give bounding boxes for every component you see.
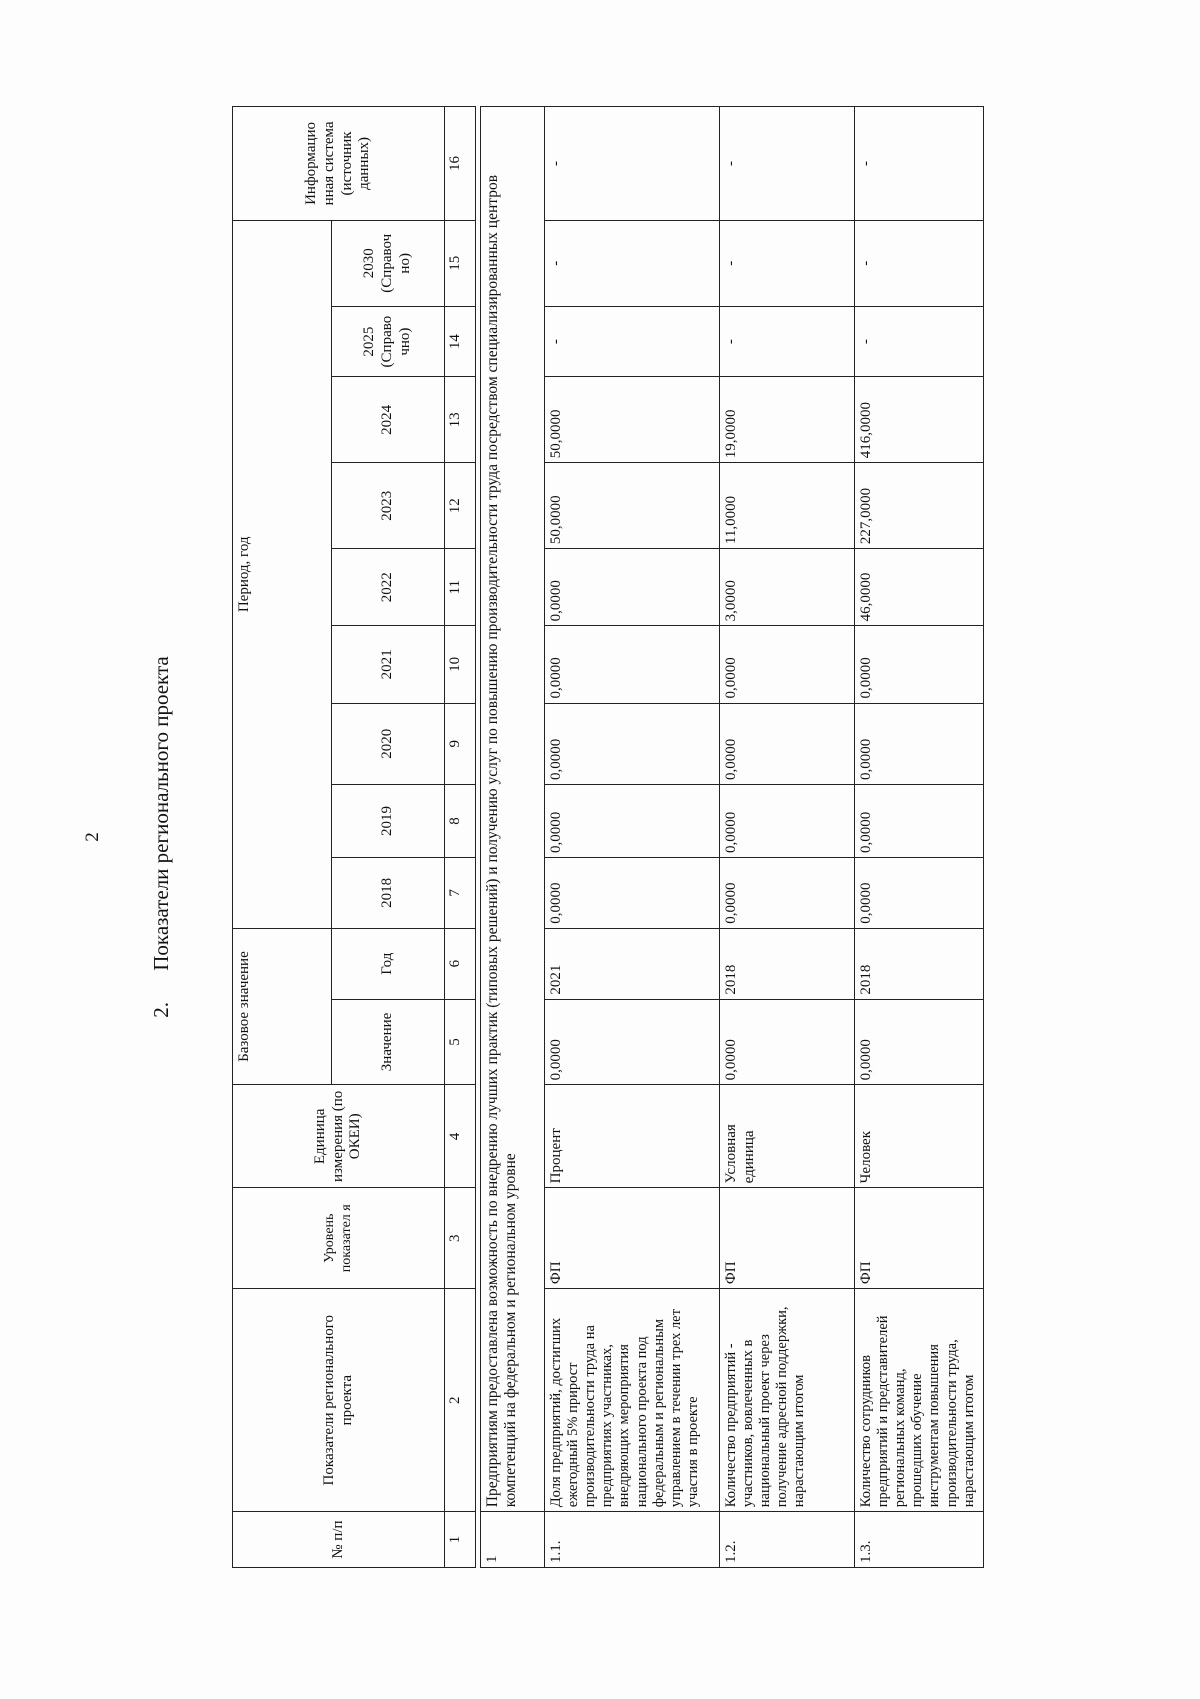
year-value: 3,0000	[720, 549, 855, 626]
page-number: 2	[82, 832, 103, 842]
row-number: 1.2.	[720, 1512, 855, 1568]
header-year: 2030 (Справоч но)	[332, 220, 445, 306]
header-level: Уровень показател я	[233, 1188, 445, 1289]
column-number: 13	[445, 377, 476, 463]
year-value: 0,0000	[855, 785, 984, 858]
indicator-level: ФП	[545, 1188, 720, 1289]
indicator-unit: Условная единица	[720, 1085, 855, 1188]
year-value: 19,0000	[720, 377, 855, 463]
table-row	[720, 107, 855, 1568]
base-value: 0,0000	[855, 999, 984, 1085]
rotated-sheet	[82, 106, 1060, 1568]
column-number: 7	[445, 857, 476, 928]
goal-number: 1	[481, 1512, 545, 1568]
column-number: 6	[445, 928, 476, 999]
base-year: 2021	[545, 928, 720, 999]
table-row	[545, 107, 720, 1568]
year-value: 0,0000	[720, 703, 855, 785]
year-value: 0,0000	[545, 857, 720, 928]
year-value: 0,0000	[545, 626, 720, 703]
year-value: 0,0000	[855, 857, 984, 928]
column-number: 15	[445, 220, 476, 306]
year-value: 11,0000	[720, 463, 855, 549]
header-indicator-name: Показатели регионального проекта	[233, 1289, 445, 1512]
section-number: 2.	[149, 1001, 173, 1018]
column-number: 5	[445, 999, 476, 1085]
column-number: 9	[445, 703, 476, 785]
year-value: 50,0000	[545, 463, 720, 549]
indicator-unit: Процент	[545, 1085, 720, 1188]
data-source: -	[720, 107, 855, 221]
table-row	[855, 107, 984, 1568]
goal-row	[481, 107, 545, 1568]
column-number: 14	[445, 306, 476, 377]
header-unit: Единица измерения (по ОКЕИ)	[233, 1085, 445, 1188]
column-number: 2	[445, 1289, 476, 1512]
year-value: 0,0000	[855, 626, 984, 703]
column-number: 4	[445, 1085, 476, 1188]
indicator-name: Количество предприятий - участников, вовлеченных в национальный проект через получение адресной поддержки, нарастающим итогом	[720, 1289, 855, 1512]
year-value: 0,0000	[545, 785, 720, 858]
year-value: 0,0000	[545, 703, 720, 785]
section-title: Показатели регионального проекта	[149, 656, 173, 971]
indicators-table	[232, 106, 984, 1568]
row-number: 1.1.	[545, 1512, 720, 1568]
goal-text: Предприятиям предоставлена возможность по внедрению лучших практик (типовых решений) и получению услуг по повышению производительности труда посредством специализированных центров компетенций на федеральном и региональном уровне	[481, 107, 545, 1512]
column-number: 1	[445, 1512, 476, 1568]
indicator-name: Количество сотрудников предприятий и представителей региональных команд, прошедших обучение инструментам повышения производительности труда, нарастающим итогом	[855, 1289, 984, 1512]
row-number: 1.3.	[855, 1512, 984, 1568]
year-value: 227,0000	[855, 463, 984, 549]
year-value: 50,0000	[545, 377, 720, 463]
header-year: 2021	[332, 626, 445, 703]
header-base-value-value: Значение	[332, 999, 445, 1085]
year-value: 0,0000	[855, 703, 984, 785]
data-source: -	[855, 107, 984, 221]
year-value: 416,0000	[855, 377, 984, 463]
header-year: 2025 (Справо чно)	[332, 306, 445, 377]
column-number: 16	[445, 107, 476, 221]
column-number: 12	[445, 463, 476, 549]
year-value: -	[720, 220, 855, 306]
indicator-level: ФП	[855, 1188, 984, 1289]
header-period: Период, год	[233, 220, 332, 928]
year-value: -	[855, 220, 984, 306]
year-value: -	[720, 306, 855, 377]
base-value: 0,0000	[720, 999, 855, 1085]
year-value: -	[545, 220, 720, 306]
indicator-level: ФП	[720, 1188, 855, 1289]
header-base-value: Базовое значение	[233, 928, 332, 1085]
header-base-value-year: Год	[332, 928, 445, 999]
column-number: 10	[445, 626, 476, 703]
data-source: -	[545, 107, 720, 221]
indicator-unit: Человек	[855, 1085, 984, 1188]
year-value: 0,0000	[545, 549, 720, 626]
column-number-row	[445, 107, 476, 1568]
year-value: -	[545, 306, 720, 377]
column-number: 8	[445, 785, 476, 858]
year-value: 0,0000	[720, 626, 855, 703]
year-value: 46,0000	[855, 549, 984, 626]
base-year: 2018	[720, 928, 855, 999]
year-value: 0,0000	[720, 857, 855, 928]
header-row	[233, 107, 332, 1568]
base-year: 2018	[855, 928, 984, 999]
header-year: 2022	[332, 549, 445, 626]
column-number: 11	[445, 549, 476, 626]
section-heading	[149, 106, 174, 1568]
year-value: 0,0000	[720, 785, 855, 858]
base-value: 0,0000	[545, 999, 720, 1085]
column-number: 3	[445, 1188, 476, 1289]
header-num: № п/п	[233, 1512, 445, 1568]
header-year: 2024	[332, 377, 445, 463]
header-year: 2019	[332, 785, 445, 858]
indicator-name: Доля предприятий, достигших ежегодный 5% прирост производительности труда на предприятиях участниках, внедряющих мероприятия национального проекта под федеральным и региональным управлением в течении трех лет участия в проекте	[545, 1289, 720, 1512]
header-year: 2023	[332, 463, 445, 549]
header-source: Информацио нная система (источник данных)	[233, 107, 445, 221]
header-year: 2018	[332, 857, 445, 928]
year-value: -	[855, 306, 984, 377]
header-year: 2020	[332, 703, 445, 785]
